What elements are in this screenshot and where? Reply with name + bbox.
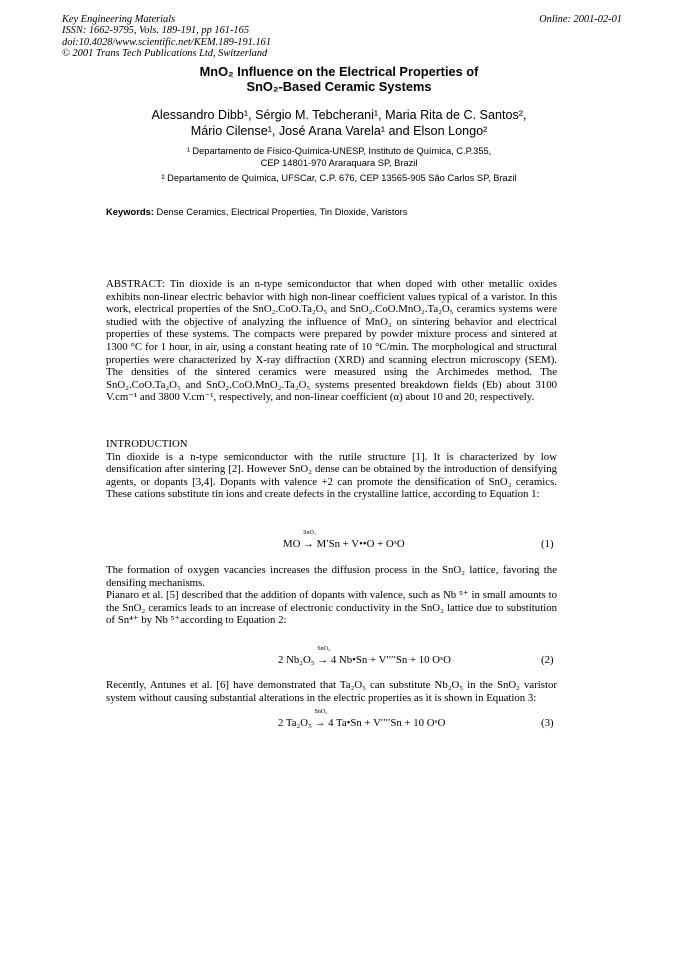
introduction-heading: INTRODUCTION xyxy=(106,438,188,450)
title-line-1: MnO₂ Influence on the Electrical Properties of xyxy=(199,64,479,79)
journal-name: Key Engineering Materials xyxy=(62,14,176,25)
introduction xyxy=(106,438,557,501)
equation-2-number: (2) xyxy=(541,654,554,666)
online-date: Online: 2001-02-01 xyxy=(539,14,622,25)
affiliations xyxy=(0,145,678,184)
authors-line-1: Alessandro Dibb¹, Sérgio M. Tebcherani¹, Maria Rita de C. Santos², xyxy=(151,108,527,122)
equation-1-number: (1) xyxy=(541,538,554,550)
abstract xyxy=(106,278,557,404)
equation-2-right: 4 Nb•Sn + V′′′′Sn + 10 OˣO xyxy=(330,654,451,666)
equation-2-left: 2 Nb₂O₅ xyxy=(278,654,315,666)
reaction-arrow: SnO₂ → xyxy=(317,646,331,666)
keywords-label: Keywords: xyxy=(106,206,154,217)
equation-3-right: 4 Ta•Sn + V′′′′Sn + 10 OˣO xyxy=(328,717,446,729)
equation-3-left: 2 Ta₂O₅ xyxy=(278,717,312,729)
keywords xyxy=(106,206,408,217)
affiliation-1-line-1: ¹ Departamento de Físico-Química-UNESP, Instituto de Química, C.P.355, xyxy=(186,146,492,156)
doi-line: doi:10.4028/www.scientific.net/KEM.189-191.161 xyxy=(62,36,272,48)
equation-1-right: M′Sn + V••O + OˣO xyxy=(316,538,405,550)
affiliation-1-line-2: CEP 14801-970 Araraquara SP, Brazil xyxy=(260,158,418,168)
equation-1 xyxy=(283,530,405,550)
author-list xyxy=(0,107,678,139)
reaction-arrow: SnO₂ → xyxy=(303,530,316,550)
journal-header xyxy=(62,14,622,60)
introduction-paragraph-2: The formation of oxygen vacancies increases the diffusion process in the SnO₂ lattice, favoring the densifing mechanisms. xyxy=(106,564,557,589)
abstract-label: ABSTRACT: xyxy=(106,278,165,290)
affiliation-2: ² Departamento de Química, UFSCar, C.P. 676, CEP 13565-905 São Carlos SP, Brazil xyxy=(161,173,517,183)
introduction-paragraph-3: Pianaro et al. [5] described that the addition of dopants with valence, such as Nb ⁵⁺ in small amounts to the SnO₂ ceramics leads to an increase of electronic conductivity in the SnO₂ lattice due to substitution of Sn⁴⁺ by Nb ⁵⁺according to Equation 2: xyxy=(106,589,557,627)
keywords-text: Dense Ceramics, Electrical Properties, Tin Dioxide, Varistors xyxy=(156,206,408,217)
authors-line-2: Mário Cilense¹, José Arana Varela¹ and Elson Longo² xyxy=(190,124,488,138)
equation-2 xyxy=(278,646,451,666)
equation-1-left: MO xyxy=(283,538,301,550)
introduction-paragraph-4: Recently, Antunes et al. [6] have demonstrated that Ta₂O₅ can substitute Nb₂O₅ in the SnO₂ varistor system without causing substantial alterations in the electric properties as it is shown in Equation 3: xyxy=(106,679,557,704)
issn-line: ISSN: 1662-9795, Vols. 189-191, pp 161-165 xyxy=(62,25,250,37)
introduction-paragraph-1: Tin dioxide is a n-type semiconductor with the rutile structure [1]. It is characterized by low densification after sintering [2]. However SnO₂ dense can be obtained by the introduction of densifying agents, or dopants [3,4]. Dopants with valence +2 can promote the densification of SnO₂ ceramics. These cations substitute tin ions and create defects in the crystalline lattice, according to Equation 1: xyxy=(106,450,557,501)
page-title xyxy=(0,65,678,94)
equation-3 xyxy=(278,709,446,729)
copyright-line: © 2001 Trans Tech Publications Ltd, Switzerland xyxy=(62,48,268,60)
equation-3-number: (3) xyxy=(541,717,554,729)
reaction-arrow: SnO₂ → xyxy=(314,709,328,729)
title-line-2: SnO₂-Based Ceramic Systems xyxy=(246,78,432,94)
abstract-text: Tin dioxide is an n-type semiconductor that when doped with other metallic oxides exhibits non-linear electric behavior with high non-linear coefficient values typical of a varistor. In this work, electrical properties of the SnO₂.CoO.Ta₂O₅ and SnO₂.CoO.MnO₂.Ta₂O₅ ceramics systems were studied with the objective of analyzing the influence of MnO₂ on sintering behavior and electrical properties of these systems. The compacts were prepared by powder mixture process and sintered at 1300 °C for 1 hour, in air, using a constant heating rate of 10 °C/min. The morphological and structural properties were characterized by X-ray diffraction (XRD) and scanning electron microscopy (SEM). The densities of the sintered ceramics were measured using the Archimedes method. The SnO₂.CoO.Ta₂O₅ and SnO₂.CoO.MnO₂.Ta₂O₅ systems presented breakdown fields (Eb) about 3100 V.cm⁻¹ and 3800 V.cm⁻¹, respectively, and non-linear coefficient (α) about 10 and 20, respectively. xyxy=(106,278,557,404)
